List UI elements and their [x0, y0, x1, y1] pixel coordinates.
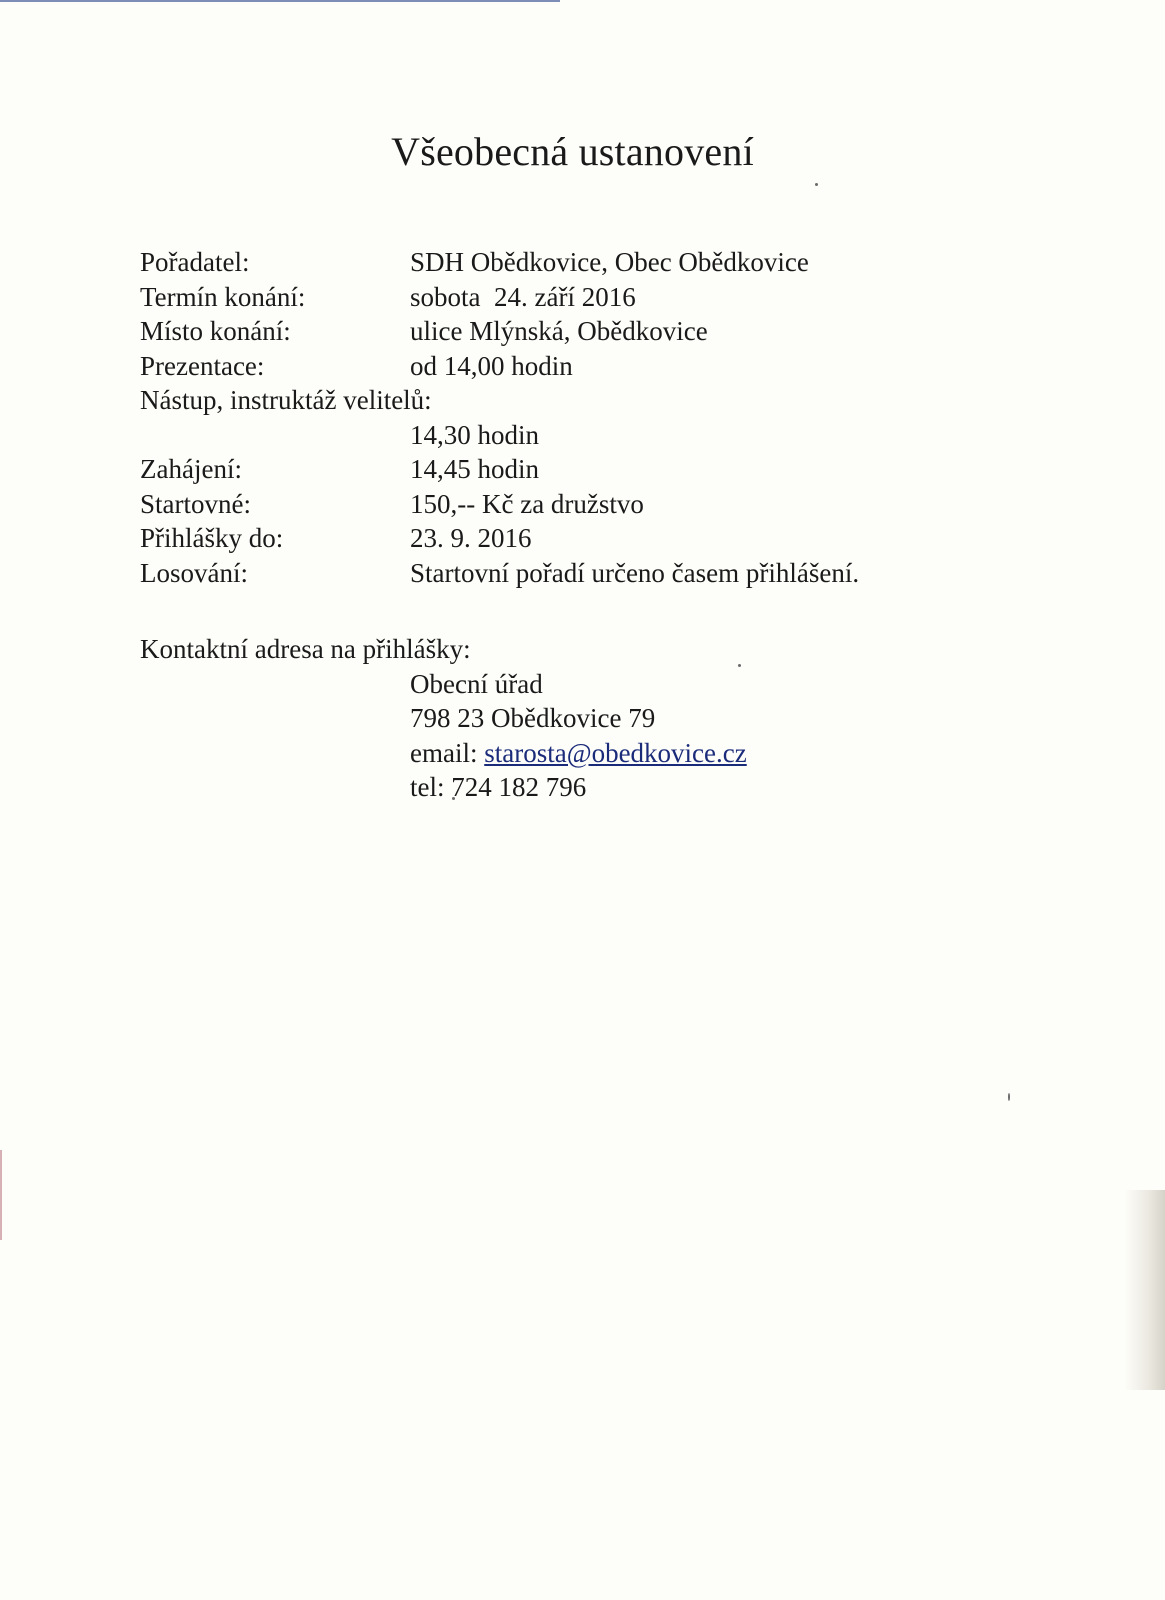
email-label: email: [410, 737, 478, 768]
detail-label: Přihlášky do: [140, 523, 284, 553]
scan-speck [1008, 1093, 1010, 1101]
detail-label: Nástup, instruktáž velitelů: [140, 385, 432, 415]
scan-edge-top [0, 0, 560, 2]
email-link[interactable]: starosta@obedkovice.cz [484, 737, 747, 768]
detail-label: Zahájení: [140, 454, 242, 484]
contact-address: 798 23 Obědkovice 79 [410, 703, 656, 733]
contact-block [140, 632, 747, 805]
detail-value: 150,-- Kč za družstvo [410, 488, 644, 519]
detail-row [140, 314, 859, 349]
detail-label: Místo konání: [140, 316, 291, 346]
contact-heading: Kontaktní adresa na přihlášky: [140, 634, 471, 664]
detail-row [140, 418, 859, 453]
scan-speck [815, 183, 818, 186]
detail-row [140, 521, 859, 556]
detail-value: 14,30 hodin [410, 419, 540, 450]
page-title: Všeobecná ustanovení [391, 129, 754, 174]
scan-edge-right [1125, 1190, 1165, 1390]
detail-label: Pořadatel: [140, 247, 250, 277]
detail-value: od 14,00 hodin [410, 350, 573, 381]
detail-label: Prezentace: [140, 350, 265, 381]
detail-label: Termín konání: [140, 281, 306, 312]
detail-row [140, 452, 859, 487]
detail-row [140, 487, 859, 522]
detail-label: Startovné: [140, 488, 251, 519]
detail-value: sobota 24. září 2016 [410, 281, 636, 312]
detail-value: 14,45 hodin [410, 454, 540, 484]
detail-row [140, 383, 859, 418]
details-list [140, 245, 859, 590]
detail-row [140, 280, 859, 315]
detail-value: 23. 9. 2016 [410, 523, 532, 553]
detail-label: Losování: [140, 557, 248, 588]
detail-row [140, 556, 859, 591]
detail-value: Startovní pořadí určeno časem přihlášení. [410, 557, 860, 588]
contact-office: Obecní úřad [410, 668, 543, 699]
contact-phone: tel: 724 182 796 [410, 772, 587, 802]
detail-value: ulice Mlýnská, Obědkovice [410, 316, 708, 346]
scan-edge-left [0, 1150, 2, 1240]
detail-row [140, 349, 859, 384]
detail-value: SDH Obědkovice, Obec Obědkovice [410, 247, 809, 277]
detail-row [140, 245, 859, 280]
contact-email-row [140, 736, 747, 771]
